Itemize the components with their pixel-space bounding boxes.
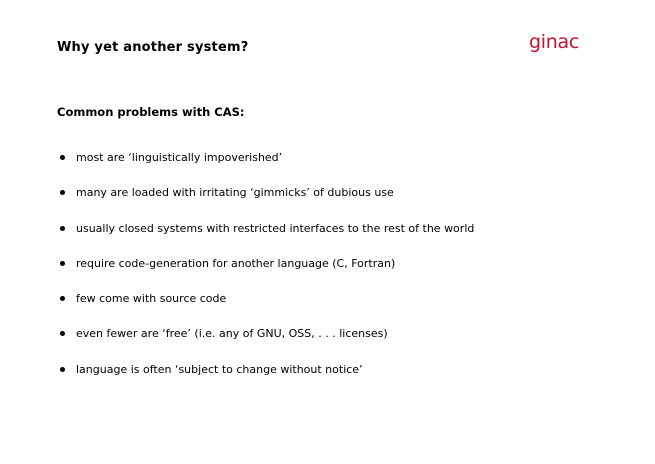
bullet-text: most are ‘linguistically impoverished’ — [76, 151, 283, 164]
bullet-item-7 — [60, 362, 474, 397]
bullet-dot-icon — [60, 226, 65, 231]
bullet-dot-icon — [60, 155, 65, 160]
bullet-item-4 — [60, 256, 474, 291]
logo-text-nac: nac — [545, 31, 579, 53]
bullet-dot-icon — [60, 190, 65, 195]
bullet-item-3 — [60, 221, 474, 256]
bullet-text: few come with source code — [76, 292, 227, 306]
bullet-item-2 — [60, 185, 474, 220]
bullet-item-6 — [60, 326, 474, 361]
bullet-text: many are loaded with irritating ‘gimmicks’ of dubious use — [76, 186, 394, 200]
bullet-item-1 — [60, 150, 474, 185]
bullet-list — [60, 150, 474, 397]
bullet-text: usually closed systems with restricted interfaces to the rest of the world — [76, 221, 475, 235]
section-heading: Common problems with CAS: — [57, 105, 245, 119]
bullet-dot-icon — [60, 296, 65, 301]
slide-title: Why yet another system? — [57, 40, 249, 55]
bullet-text: even fewer are ‘free’ (i.e. any of GNU, OSS, . . . licenses) — [76, 327, 388, 341]
bullet-text: require code-generation for another language (C, Fortran) — [76, 256, 396, 270]
bullet-dot-icon — [60, 367, 65, 372]
bullet-item-5 — [60, 291, 474, 326]
bullet-dot-icon — [60, 331, 65, 336]
bullet-dot-icon — [60, 261, 65, 266]
ginac-logo — [529, 33, 579, 52]
logo-text-gi: gi — [529, 31, 546, 53]
bullet-text: language is often ‘subject to change without notice’ — [76, 362, 363, 376]
